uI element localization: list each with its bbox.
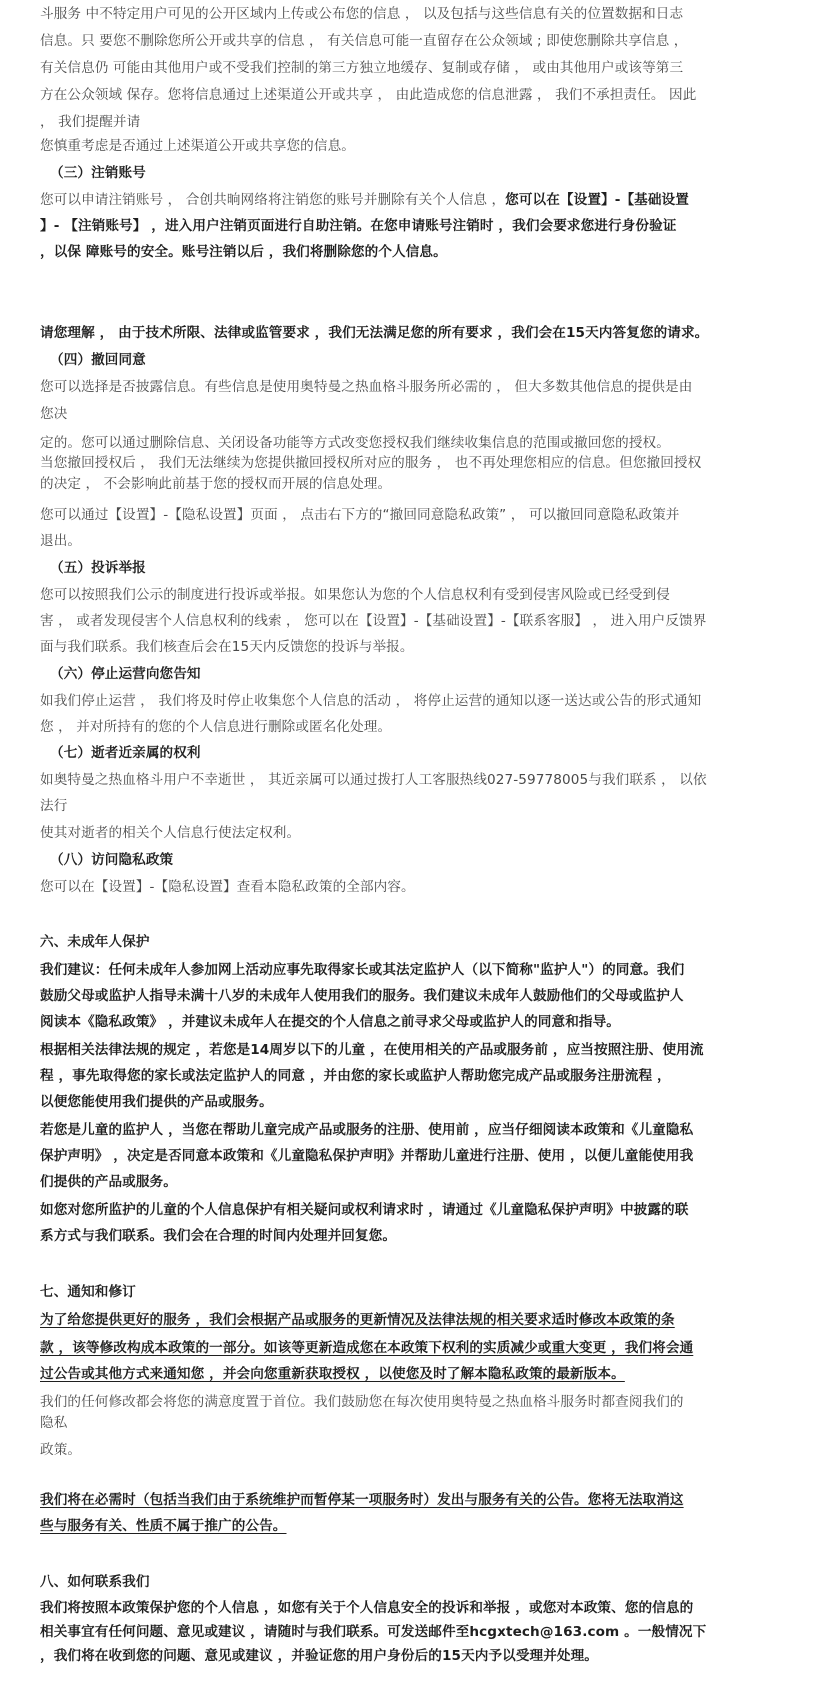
paragraph-line: 我们将在必需时（包括当我们由于系统维护而暂停某一项服务时）发出与服务有关的公告。您将无法取消这 [40,1492,684,1508]
paragraph-line: 】- 【注销账号】 ，进入用户注销页面进行自助注销。在您申请账号注销时 ，我们会要求您进行身份验证 [40,218,677,234]
paragraph-line: 法行 [40,798,68,814]
paragraph-line: 政策。 [40,1442,82,1458]
paragraph-line: ， 我们提醒并请 [40,114,141,130]
paragraph-line: 鼓励父母或监护人指导未满十八岁的未成年人使用我们的服务。我们建议未成年人鼓励他们的父母或监护人 [40,988,684,1004]
section-heading-minors: 六、未成年人保护 [40,934,150,950]
paragraph-line: 您可以通过【设置】-【隐私设置】页面 ， 点击右下方的“撤回同意隐私政策” ， 可以撤回同意隐私政策并 [40,507,680,523]
paragraph-line: 若您是儿童的监护人 ，当您在帮助儿童完成产品或服务的注册、使用前 ，应当仔细阅读本政策和《儿童隐私 [40,1122,694,1138]
paragraph-line: 为了给您提供更好的服务 ，我们会根据产品或服务的更新情况及法律法规的相关要求适时修改本政策的条 [40,1312,675,1328]
paragraph-line: 些与服务有关、性质不属于推广的公告。 [40,1518,287,1534]
paragraph-line: 当您撤回授权后 ， 我们无法继续为您提供撤回授权所对应的服务 ， 也不再处理您相应的信息。但您撤回授权 [40,455,702,471]
line-plain-part: 您可以申请注销账号 ， 合创共晌网络将注销您的账号并删除有关个人信息 ， [40,192,506,208]
paragraph-line: 您可以选择是否披露信息。有些信息是使用奥特曼之热血格斗服务所必需的 ， 但大多数其他信息的提供是由 [40,379,693,395]
paragraph-line: 款 ，该等修改构成本政策的一部分。如该等更新造成您在本政策下权利的实质减少或重大变更 ，我们将会通 [40,1340,694,1356]
paragraph-line: ，以保 障账号的安全。账号注销以后 ，我们将删除您的个人信息。 [40,244,447,260]
paragraph-line: 系方式与我们联系。我们会在合理的时间内处理并回复您。 [40,1228,397,1244]
paragraph-line: 阅读本《隐私政策》 ，并建议未成年人在提交的个人信息之前寻求父母或监护人的同意和指导。 [40,1014,620,1030]
paragraph-line: 害 ， 或者发现侵害个人信息权利的线索 ， 您可以在【设置】-【基础设置】-【联系客服】 ， 进入用户反馈界 [40,613,707,629]
paragraph-line: 有关信息仍 可能由其他用户或不受我们控制的第三方独立地缓存、复制或存储 ， 或由其他用户或该等第三 [40,60,684,76]
paragraph-line: 您可以按照我们公示的制度进行投诉或举报。如果您认为您的个人信息权利有受到侵害风险或已经受到侵 [40,587,670,603]
paragraph-line: 斗服务 中不特定用户可见的公开区域内上传或公布您的信息 ， 以及包括与这些信息有关的位置数据和日志 [40,6,684,22]
paragraph-line: 您决 [40,406,68,422]
paragraph-line: 我们的任何修改都会将您的满意度置于首位。我们鼓励您在每次使用奥特曼之热血格斗服务时都查阅我们的 [40,1394,684,1410]
paragraph-line: 保护声明》 ，决定是否同意本政策和《儿童隐私保护声明》并帮助儿童进行注册、使用 ，以便儿童能使用我 [40,1148,694,1164]
paragraph-line: 信息。只 要您不删除您所公开或共享的信息 ， 有关信息可能一直留存在公众领域 ; 即使您删除共享信息 ， [40,33,688,49]
paragraph-line [40,190,790,210]
contact-email-line: 相关事宜有任何问题、意见或建议 ，请随时与我们联系。可发送邮件至hcgxtech@163.com 。一般情况下 [40,1624,707,1640]
paragraph-line: 您慎重考虑是否通过上述渠道公开或共享您的信息。 [40,138,355,154]
paragraph-line: 隐私 [40,1415,68,1431]
paragraph-line: 以便您能使用我们提供的产品或服务。 [40,1094,273,1110]
paragraph-line: 过公告或其他方式来通知您 ，并会向您重新获取授权 ，以使您及时了解本隐私政策的最新版本。 [40,1366,625,1382]
section-heading-stop-operation: （六）停止运营向您告知 [50,666,201,682]
paragraph-line: 您 ， 并对所持有的您的个人信息进行删除或匿名化处理。 [40,719,392,735]
section-heading-complaint: （五）投诉举报 [50,560,146,576]
paragraph-line: 我们将按照本政策保护您的个人信息 ，如您有关于个人信息安全的投诉和举报 ，或您对本政策、您的信息的 [40,1600,694,1616]
section-heading-access-policy: （八）访问隐私政策 [50,852,174,868]
paragraph-line: 您可以在【设置】-【隐私设置】查看本隐私政策的全部内容。 [40,879,415,895]
paragraph-line: 如您对您所监护的儿童的个人信息保护有相关疑问或权利请求时 ，请通过《儿童隐私保护声明》中披露的联 [40,1202,689,1218]
section-heading-deregister: （三）注销账号 [50,165,146,181]
paragraph-line: 面与我们联系。我们核查后会在15天内反馈您的投诉与举报。 [40,639,414,655]
paragraph-line: 根据相关法律法规的规定 ，若您是14周岁以下的儿童 ，在使用相关的产品或服务前 ，应当按照注册、使用流 [40,1042,704,1058]
paragraph-line: 的决定 ， 不会影响此前基于您的授权而开展的信息处理。 [40,476,392,492]
paragraph-line: ，我们将在收到您的问题、意见或建议 ，并验证您的用户身份后的15天内予以受理并处理。 [40,1648,599,1664]
paragraph-line: 使其对逝者的相关个人信息行使法定权利。 [40,825,301,841]
paragraph-line: 退出。 [40,533,82,549]
section-heading-contact: 八、如何联系我们 [40,1574,150,1590]
section-heading-deceased: （七）逝者近亲属的权利 [50,745,201,761]
paragraph-line: 请您理解 ， 由于技术所限、法律或监管要求 ，我们无法满足您的所有要求 ，我们会在15天内答复您的请求。 [40,325,709,341]
line-bold-part: 您可以在【设置】-【基础设置 [505,192,689,208]
paragraph-line: 程 ，事先取得您的家长或法定监护人的同意 ，并由您的家长或监护人帮助您完成产品或服务注册流程 ， [40,1068,671,1084]
paragraph-line: 如我们停止运营 ， 我们将及时停止收集您个人信息的活动 ， 将停止运营的通知以逐一送达或公告的形式通知 [40,693,702,709]
paragraph-line: 们提供的产品或服务。 [40,1174,177,1190]
paragraph-line: 方在公众领域 保存。您将信息通过上述渠道公开或共享 ， 由此造成您的信息泄露 ， 我们不承担责任。 因此 [40,87,697,103]
section-heading-notice-revision: 七、通知和修订 [40,1284,136,1300]
paragraph-line: 我们建议：任何未成年人参加网上活动应事先取得家长或其法定监护人（以下简称"监护人"）的同意。我们 [40,962,685,978]
paragraph-line: 定的。您可以通过删除信息、关闭设备功能等方式改变您授权我们继续收集信息的范围或撤回您的授权。 [40,435,670,451]
section-heading-withdraw: （四）撤回同意 [50,352,146,368]
paragraph-line: 如奥特曼之热血格斗用户不幸逝世 ， 其近亲属可以通过拨打人工客服热线027-59778005与我们联系 ， 以依 [40,772,707,788]
